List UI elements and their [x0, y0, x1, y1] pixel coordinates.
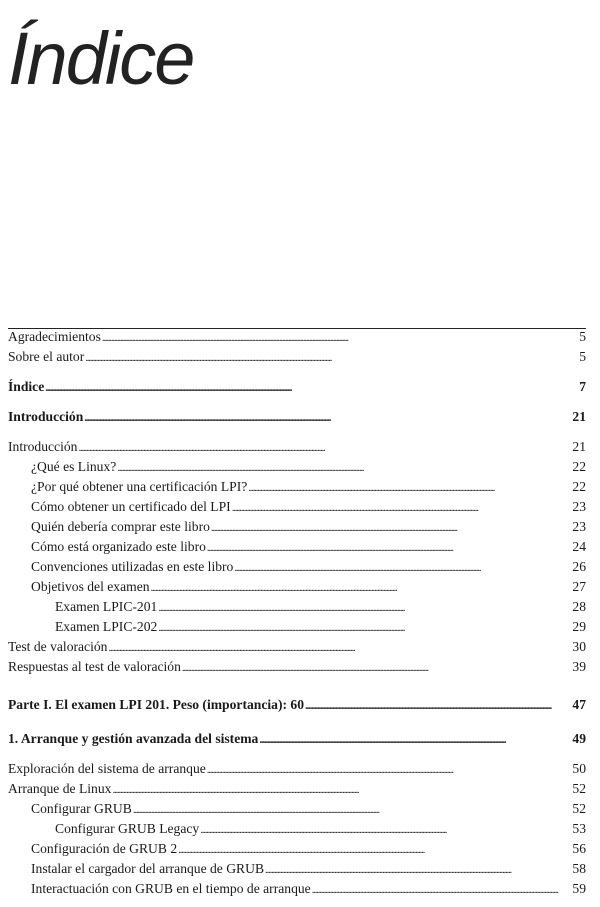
toc-entry-label: Cómo está organizado este libro	[31, 539, 206, 554]
toc-entry-label: Examen LPIC-201	[55, 599, 158, 614]
toc-entry[interactable]	[8, 519, 586, 539]
toc-entry[interactable]	[8, 379, 586, 399]
toc-entry-page: 5	[579, 329, 586, 344]
toc-entry-label: Cómo obtener un certificado del LPI	[31, 499, 231, 514]
dot-leader	[207, 542, 571, 554]
toc-entry[interactable]	[8, 409, 586, 429]
toc-entry[interactable]	[8, 841, 586, 861]
dot-leader	[84, 412, 571, 424]
dot-leader	[234, 562, 571, 574]
page-title: Índice	[8, 17, 194, 100]
toc-entry[interactable]	[8, 579, 586, 599]
dot-leader	[158, 622, 571, 634]
toc-entry-page: 49	[572, 731, 586, 746]
toc-entry[interactable]	[8, 499, 586, 519]
toc-entry-label: Convenciones utilizadas en este libro	[31, 559, 234, 574]
dot-leader	[248, 482, 571, 494]
dot-leader	[151, 582, 571, 594]
dot-leader	[305, 700, 571, 712]
toc-entry-label: Agradecimientos	[8, 329, 101, 344]
toc-entry-page: 5	[579, 349, 586, 364]
toc-entry-page: 59	[572, 881, 586, 896]
toc-entry-page: 22	[572, 459, 586, 474]
toc-entry-page: 24	[572, 539, 586, 554]
toc-entry-label: Configurar GRUB	[31, 801, 132, 816]
dot-leader	[178, 844, 571, 856]
toc-entry-label: Introducción	[8, 409, 84, 424]
dot-leader	[200, 824, 571, 836]
dot-leader	[85, 352, 571, 364]
toc-entry-page: 53	[572, 821, 586, 836]
toc-entry-page: 26	[572, 559, 586, 574]
toc-entry-label: ¿Por qué obtener una certificación LPI?	[31, 479, 248, 494]
toc-entry-label: Configurar GRUB Legacy	[55, 821, 200, 836]
table-of-contents	[8, 328, 586, 901]
toc-entry[interactable]	[8, 349, 586, 369]
toc-entry-label: ¿Qué es Linux?	[31, 459, 117, 474]
toc-entry-page: 29	[572, 619, 586, 634]
dot-leader	[133, 804, 571, 816]
toc-entry[interactable]	[8, 781, 586, 801]
dot-leader	[78, 442, 571, 454]
dot-leader	[232, 502, 571, 514]
toc-entry[interactable]	[8, 821, 586, 841]
dot-leader	[265, 864, 571, 876]
dot-leader	[312, 884, 571, 896]
toc-entry-page: 52	[572, 801, 586, 816]
toc-entry-page: 21	[572, 409, 586, 424]
toc-entry-page: 47	[572, 697, 586, 712]
toc-entry-label: Respuestas al test de valoración	[8, 659, 181, 674]
dot-leader	[158, 602, 571, 614]
toc-entry[interactable]	[8, 539, 586, 559]
toc-entry-label: Quién debería comprar este libro	[31, 519, 210, 534]
toc-entry[interactable]	[8, 881, 586, 901]
toc-entry-page: 22	[572, 479, 586, 494]
dot-leader	[207, 764, 571, 776]
toc-entry[interactable]	[8, 328, 586, 349]
toc-entry[interactable]	[8, 479, 586, 499]
dot-leader	[211, 522, 571, 534]
dot-leader	[112, 784, 571, 796]
toc-entry-page: 30	[572, 639, 586, 654]
toc-entry-label: Introducción	[8, 439, 78, 454]
toc-entry-label: Arranque de Linux	[8, 781, 112, 796]
toc-entry[interactable]	[8, 639, 586, 659]
dot-leader	[259, 734, 571, 746]
toc-entry[interactable]	[8, 801, 586, 821]
toc-entry-page: 21	[572, 439, 586, 454]
toc-entry[interactable]	[8, 761, 586, 781]
toc-entry-page: 23	[572, 499, 586, 514]
toc-entry[interactable]	[8, 619, 586, 639]
toc-entry[interactable]	[8, 439, 586, 459]
dot-leader	[108, 642, 571, 654]
dot-leader	[45, 382, 571, 394]
toc-entry-page: 7	[579, 379, 586, 394]
dot-leader	[102, 332, 571, 344]
toc-entry-label: Configuración de GRUB 2	[31, 841, 178, 856]
toc-entry[interactable]	[8, 559, 586, 579]
toc-entry-page: 23	[572, 519, 586, 534]
toc-entry-page: 39	[572, 659, 586, 674]
toc-entry-label: Sobre el autor	[8, 349, 85, 364]
toc-entry-label: Parte I. El examen LPI 201. Peso (importancia): 60	[8, 697, 304, 712]
toc-entry-page: 50	[572, 761, 586, 776]
toc-entry[interactable]	[8, 599, 586, 619]
toc-entry-page: 27	[572, 579, 586, 594]
toc-entry[interactable]	[8, 861, 586, 881]
toc-entry-page: 52	[572, 781, 586, 796]
toc-entry-label: Interactuación con GRUB en el tiempo de arranque	[31, 881, 311, 896]
toc-entry-label: Objetivos del examen	[31, 579, 150, 594]
toc-entry-label: 1. Arranque y gestión avanzada del sistema	[8, 731, 259, 746]
toc-entry[interactable]	[8, 659, 586, 679]
toc-entry[interactable]	[8, 731, 586, 751]
toc-entry-label: Test de valoración	[8, 639, 108, 654]
toc-entry-label: Examen LPIC-202	[55, 619, 158, 634]
toc-entry-label: Instalar el cargador del arranque de GRUB	[31, 861, 265, 876]
toc-entry-label: Índice	[8, 379, 45, 394]
toc-entry-page: 56	[572, 841, 586, 856]
toc-entry[interactable]	[8, 697, 586, 717]
toc-entry-page: 58	[572, 861, 586, 876]
toc-entry[interactable]	[8, 459, 586, 479]
dot-leader	[182, 662, 571, 674]
toc-entry-label: Exploración del sistema de arranque	[8, 761, 206, 776]
toc-entry-page: 28	[572, 599, 586, 614]
dot-leader	[117, 462, 571, 474]
